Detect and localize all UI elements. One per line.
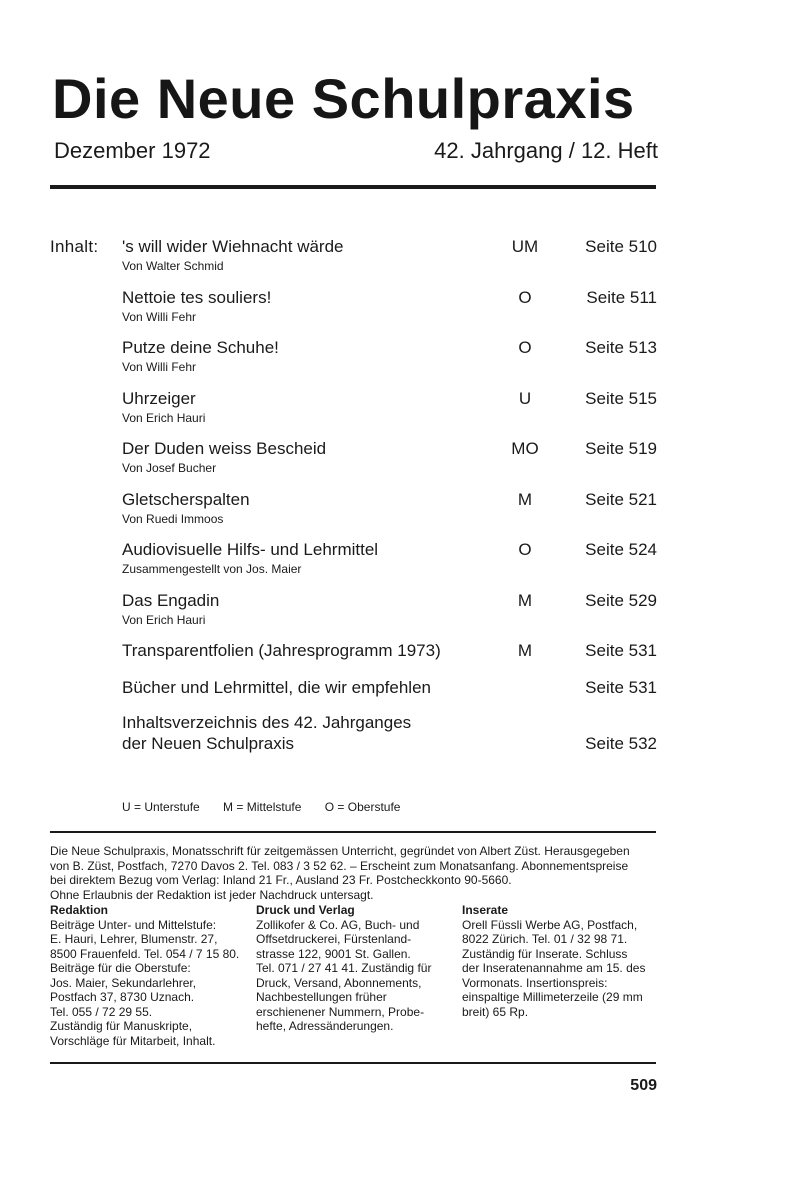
toc-entry xyxy=(122,236,662,287)
toc-entry-title: Putze deine Schuhe! xyxy=(122,338,279,357)
inserate-line: Orell Füssli Werbe AG, Postfach, xyxy=(462,917,638,932)
druck-line: erschienener Nummern, Probe- xyxy=(256,1004,425,1019)
toc-entry-title: Der Duden weiss Bescheid xyxy=(122,439,327,458)
toc-entry-page: Seite 519 xyxy=(585,439,657,458)
druck-line: Zollikofer & Co. AG, Buch- und xyxy=(256,917,420,932)
inserate-line: breit) 65 Rp. xyxy=(462,1004,529,1019)
toc-entry xyxy=(122,388,662,439)
inserate-heading: Inserate xyxy=(462,903,509,917)
imprint-line: bei direktem Bezug vom Verlag: Inland 21 Fr., Ausland 23 Fr. Postcheckkonto 90-5660. xyxy=(50,873,512,887)
toc-entry-level: M xyxy=(517,590,533,610)
toc-entry-title: Audiovisuelle Hilfs- und Lehrmittel xyxy=(122,540,379,559)
toc-entry-author: Von Josef Bucher xyxy=(122,461,217,475)
toc-entry-page: Seite 515 xyxy=(585,388,657,408)
toc-entry-level: M xyxy=(517,641,533,660)
toc-entry xyxy=(122,640,662,677)
inserate-line: einspaltige Millimeterzeile (29 mm xyxy=(462,990,643,1004)
inserate-column xyxy=(462,903,662,1019)
toc-entry-level: M xyxy=(517,489,533,509)
toc-entry xyxy=(122,712,662,792)
toc-entry-page: Seite 531 xyxy=(585,678,657,697)
toc-entry-level: U xyxy=(518,388,532,408)
druck-heading: Druck und Verlag xyxy=(256,903,355,917)
imprint-line: von B. Züst, Postfach, 7270 Davos 2. Tel. 083 / 3 52 62. – Erscheint zum Monatsanfang. Abonnementspreise xyxy=(50,858,629,873)
toc-entry xyxy=(122,677,662,712)
druck-column xyxy=(256,903,456,1034)
toc-entry xyxy=(122,287,662,338)
redaktion-line: Tel. 055 / 72 29 55. xyxy=(50,1004,153,1019)
toc-entry-title: Nettoie tes souliers! xyxy=(122,287,272,307)
toc-entry-page: Seite 524 xyxy=(585,540,657,559)
toc-label: Inhalt: xyxy=(50,237,99,256)
redaktion-line: Jos. Maier, Sekundarlehrer, xyxy=(50,975,197,990)
masthead-divider xyxy=(50,185,656,189)
imprint-line: Ohne Erlaubnis der Redaktion ist jeder Nachdruck untersagt. xyxy=(50,887,374,902)
druck-line: Nachbestellungen früher xyxy=(256,990,387,1004)
toc-entry-level: O xyxy=(518,540,532,559)
toc-entry-page: Seite 511 xyxy=(586,287,657,307)
inserate-line: der Inseratenannahme am 15. des xyxy=(462,961,646,975)
redaktion-line: Beiträge Unter- und Mittelstufe: xyxy=(50,917,217,932)
redaktion-line: 8500 Frauenfeld. Tel. 054 / 7 15 80. xyxy=(50,946,240,961)
issue-volume: 42. Jahrgang / 12. Heft xyxy=(434,138,658,163)
magazine-title: Die Neue Schulpraxis xyxy=(52,67,635,130)
toc-entry-title-line: Inhaltsverzeichnis des 42. Jahrganges xyxy=(122,713,412,732)
redaktion-line: Zuständig für Manuskripte, xyxy=(50,1019,193,1033)
toc-entry-page: Seite 510 xyxy=(585,237,657,256)
issue-date: Dezember 1972 xyxy=(54,138,211,163)
imprint-line: Die Neue Schulpraxis, Monatsschrift für zeitgemässen Unterricht, gegründet von Albert Züst. Herausgegeben xyxy=(50,844,630,858)
toc-entry-author: Von Walter Schmid xyxy=(122,259,224,273)
toc-entry-title: Transparentfolien (Jahresprogramm 1973) xyxy=(122,641,441,660)
toc-entry xyxy=(122,438,662,489)
inserate-line: 8022 Zürich. Tel. 01 / 32 98 71. xyxy=(462,932,628,946)
imprint xyxy=(50,844,660,902)
toc-entry-title xyxy=(122,712,411,754)
toc-entry-level: O xyxy=(518,338,532,357)
toc-entry-author: Von Ruedi Immoos xyxy=(122,511,224,526)
toc-entry xyxy=(122,539,662,590)
toc-entry-title: Bücher und Lehrmittel, die wir empfehlen xyxy=(122,678,431,697)
toc-entry-author: Von Willi Fehr xyxy=(122,360,197,374)
toc-entry-title: Uhrzeiger xyxy=(122,388,196,408)
legend-unterstufe: U = Unterstufe xyxy=(122,800,200,814)
druck-line: strasse 122, 9001 St. Gallen. xyxy=(256,946,411,961)
toc-entry-page: Seite 529 xyxy=(585,590,657,610)
page-number: 509 xyxy=(630,1077,657,1094)
druck-line: hefte, Adressänderungen. xyxy=(256,1019,394,1033)
toc-entry-page: Seite 513 xyxy=(585,338,657,357)
toc-entry-page: Seite 532 xyxy=(585,734,657,753)
toc-entry-page: Seite 521 xyxy=(585,489,657,509)
table-of-contents xyxy=(122,236,662,792)
druck-line: Tel. 071 / 27 41 41. Zuständig für xyxy=(256,961,432,975)
redaktion-line: Postfach 37, 8730 Uznach. xyxy=(50,990,195,1004)
redaktion-line: E. Hauri, Lehrer, Blumenstr. 27, xyxy=(50,932,218,946)
toc-entry-author: Von Willi Fehr xyxy=(122,309,197,324)
redaktion-line: Vorschläge für Mitarbeit, Inhalt. xyxy=(50,1033,216,1048)
toc-entry-author: Von Erich Hauri xyxy=(122,612,206,627)
legend-oberstufe: O = Oberstufe xyxy=(324,800,401,814)
inserate-line: Zuständig für Inserate. Schluss xyxy=(462,946,628,961)
toc-entry xyxy=(122,590,662,641)
toc-entry-level: MO xyxy=(511,439,539,458)
imprint-divider-top xyxy=(50,831,656,833)
druck-line: Offsetdruckerei, Fürstenland- xyxy=(256,932,412,946)
toc-entry xyxy=(122,489,662,540)
inserate-line: Vormonats. Insertionspreis: xyxy=(462,975,608,990)
toc-entry-title: 's will wider Wiehnacht wärde xyxy=(122,237,344,256)
footer-divider xyxy=(50,1062,656,1064)
toc-entry-page: Seite 531 xyxy=(585,641,657,660)
toc-entry-author: Zusammengestellt von Jos. Maier xyxy=(122,562,302,576)
toc-entry-title-line: der Neuen Schulpraxis xyxy=(122,734,294,753)
toc-entry-level: UM xyxy=(511,237,539,256)
toc-entry-author: Von Erich Hauri xyxy=(122,410,206,425)
druck-line: Druck, Versand, Abonnements, xyxy=(256,975,422,990)
level-legend xyxy=(122,800,420,814)
redaktion-heading: Redaktion xyxy=(50,903,109,917)
legend-mittelstufe: M = Mittelstufe xyxy=(223,800,302,814)
toc-entry-title: Das Engadin xyxy=(122,590,220,610)
redaktion-line: Beiträge für die Oberstufe: xyxy=(50,961,191,975)
redaktion-column xyxy=(50,903,250,1048)
toc-entry xyxy=(122,337,662,388)
toc-entry-title: Gletscherspalten xyxy=(122,489,250,509)
toc-entry-level: O xyxy=(518,287,532,307)
